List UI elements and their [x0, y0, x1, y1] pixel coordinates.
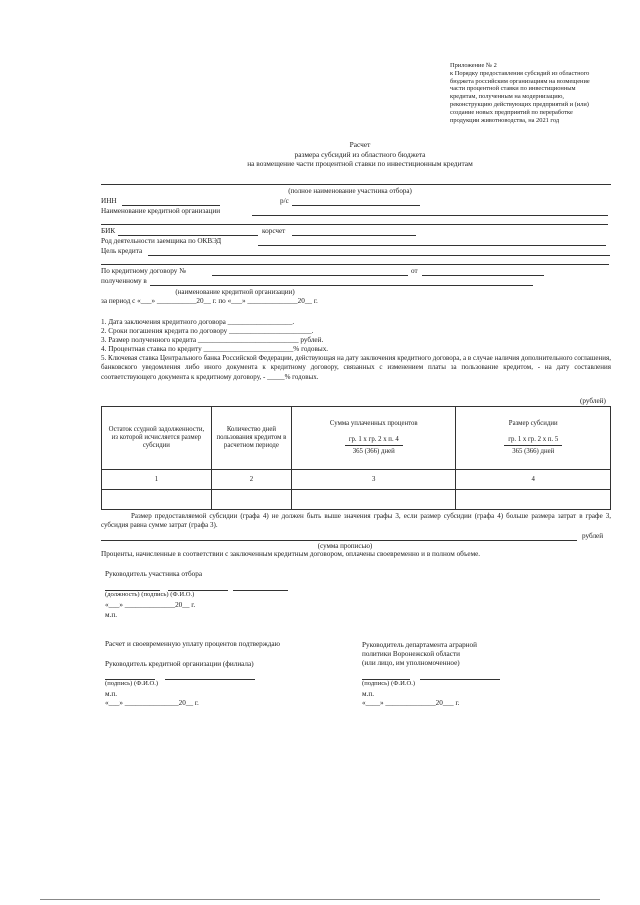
inn-label: ИНН — [101, 197, 117, 205]
bank-signature-caption: (подпись) (Ф.И.О.) — [105, 680, 159, 687]
bank-caption: (наименование кредитной организации) — [175, 288, 295, 296]
bank-stamp-label: м.п. — [105, 690, 117, 698]
header-title: Размер субсидии — [508, 419, 558, 427]
appendix-line: создание новых предприятий по переработке — [450, 108, 573, 116]
department-stamp-label: м.п. — [362, 690, 374, 698]
korschet-label: корсчет — [262, 227, 286, 235]
received-in-label: полученному в — [101, 277, 147, 285]
header-title: Сумма уплаченных процентов — [329, 419, 418, 427]
fraction-numerator: гр. 1 х гр. 2 х п. 4 — [345, 436, 403, 447]
stamp-label: м.п. — [105, 611, 117, 619]
fraction-denominator: 365 (366) дней — [512, 448, 555, 456]
inn-field[interactable] — [122, 205, 220, 206]
participant-head-label: Руководитель участника отбора — [105, 570, 203, 578]
department-signature-date: «____» ______________20___ г. — [362, 699, 460, 707]
fio-field[interactable] — [233, 590, 288, 591]
table-cell[interactable] — [292, 490, 456, 510]
appendix-line: бюджета российским организациям на возмещение — [450, 77, 590, 85]
fraction — [345, 436, 403, 457]
appendix-line: кредитам, полученным на модернизацию, — [450, 93, 565, 101]
loan-date-field[interactable] — [422, 275, 544, 276]
bank-name-field[interactable] — [252, 215, 608, 216]
fraction — [504, 436, 562, 457]
header-cell: Остаток ссудной задолженности, из которой исчисляется размер субсидии — [102, 407, 212, 470]
bank-name-label: Наименование кредитной организации — [101, 207, 221, 215]
signature-date: «___» ______________20__ г. — [105, 601, 196, 609]
bank-fio-field[interactable] — [165, 679, 255, 680]
bank-field[interactable] — [150, 285, 533, 286]
bik-label: БИК — [101, 227, 116, 235]
title-line-2: размера субсидий из областного бюджета — [294, 150, 426, 159]
signature-caption: (должность) (подпись) (Ф.И.О.) — [105, 591, 195, 598]
bank-name-field-2[interactable] — [101, 224, 608, 225]
purpose-field[interactable] — [148, 255, 610, 256]
okved-field[interactable] — [258, 245, 606, 246]
period-line: за период с «___» ___________20__ г. по «___» ______________20__ г. — [101, 297, 318, 305]
table-cell[interactable] — [102, 490, 212, 510]
participant-caption: (полное наименование участника отбора) — [288, 187, 412, 195]
loan-number-field[interactable] — [212, 275, 408, 276]
column-number: 1 — [102, 470, 212, 490]
appendix-line: Приложение № 2 — [450, 62, 497, 69]
appendix-line: части процентной ставки по инвестиционным — [450, 85, 576, 93]
header-cell — [456, 407, 611, 470]
table-cell[interactable] — [456, 490, 611, 510]
title-line-3: на возмещение части процентной ставки по инвестиционным кредитам — [247, 159, 473, 168]
purpose-field-2[interactable] — [101, 264, 609, 265]
department-head-line-1: Руководитель департамента аграрной — [362, 641, 477, 649]
table-data-row — [102, 490, 611, 510]
sum-field[interactable] — [101, 540, 577, 541]
rub-label: рублей — [582, 532, 604, 540]
subsidy-table — [101, 406, 611, 510]
fraction-numerator: гр. 1 х гр. 2 х п. 5 — [504, 436, 562, 447]
korschet-field[interactable] — [292, 235, 416, 236]
item-5: 5. Ключевая ставка Центрального банка Российской Федерации, действующая на дату заключения кредитного договора, а в случае наличия дополнительного соглашения, банковского уведомления либо иного документа к кредитному договору, связанных с изменением платы за пользование кредитом, - на дату составления соответствующего документа к кредитному договору, - _____% годовых. — [101, 354, 611, 381]
department-head-line-2: политики Воронежской области — [362, 650, 460, 658]
bank-head-label: Руководитель кредитной организации (филиала) — [105, 660, 254, 668]
okved-label: Род деятельности заемщика по ОКВЭД — [101, 237, 222, 245]
item-1: 1. Дата заключения кредитного договора __________________. — [101, 318, 295, 326]
column-number: 3 — [292, 470, 456, 490]
rs-label: р/с — [280, 197, 289, 205]
column-number: 2 — [211, 470, 291, 490]
scan-edge-line — [40, 899, 600, 900]
subsidy-note: Размер предоставляемой субсидии (графа 4) не должен быть выше значения графы 3, если размер субсидии (графа 4) больше размера затрат в графе 3, субсидия равна сумме затрат (графа 3). — [101, 512, 611, 530]
appendix-line: реконструкцию действующих предприятий и (или) — [450, 101, 589, 109]
appendix-line: к Порядку предоставления субсидий из областного — [450, 69, 590, 77]
purpose-label: Цель кредита — [101, 247, 143, 255]
item-4: 4. Процентная ставка по кредиту _________________________% годовых. — [101, 345, 329, 353]
table-unit: (рублей) — [580, 397, 606, 405]
loan-agreement-label: По кредитному договору № — [101, 267, 186, 275]
column-number: 4 — [456, 470, 611, 490]
table-cell[interactable] — [211, 490, 291, 510]
sum-caption: (сумма прописью) — [317, 542, 373, 550]
item-3: 3. Размер полученного кредита ____________________________ рублей. — [101, 336, 324, 344]
appendix-block — [450, 62, 620, 125]
header-cell — [292, 407, 456, 470]
appendix-line: продукции животноводства, на 2021 год — [450, 116, 560, 124]
department-fio-field[interactable] — [420, 679, 500, 680]
bank-signature-date: «___» _______________20__ г. — [105, 699, 199, 707]
header-cell: Количество дней пользования кредитом в расчетном периоде — [211, 407, 291, 470]
interest-paid-note: Проценты, начисленные в соответствии с заключенным кредитным договором, оплачены своевременно и в полном объеме. — [101, 550, 481, 558]
participant-name-line[interactable] — [101, 184, 611, 185]
rs-field[interactable] — [292, 205, 420, 206]
item-2: 2. Сроки погашения кредита по договору _______________________. — [101, 327, 314, 335]
department-head-line-3: (или лицо, им уполномоченное) — [362, 659, 460, 667]
table-number-row — [102, 470, 611, 490]
bik-field[interactable] — [118, 235, 258, 236]
department-signature-caption: (подпись) (Ф.И.О.) — [362, 680, 416, 687]
title-line-1: Расчет — [349, 140, 371, 149]
bank-confirm-label: Расчет и своевременную уплату процентов подтверждаю — [105, 640, 280, 648]
from-label: от — [411, 267, 418, 275]
fraction-denominator: 365 (366) дней — [352, 448, 395, 456]
table-header-row — [102, 407, 611, 470]
